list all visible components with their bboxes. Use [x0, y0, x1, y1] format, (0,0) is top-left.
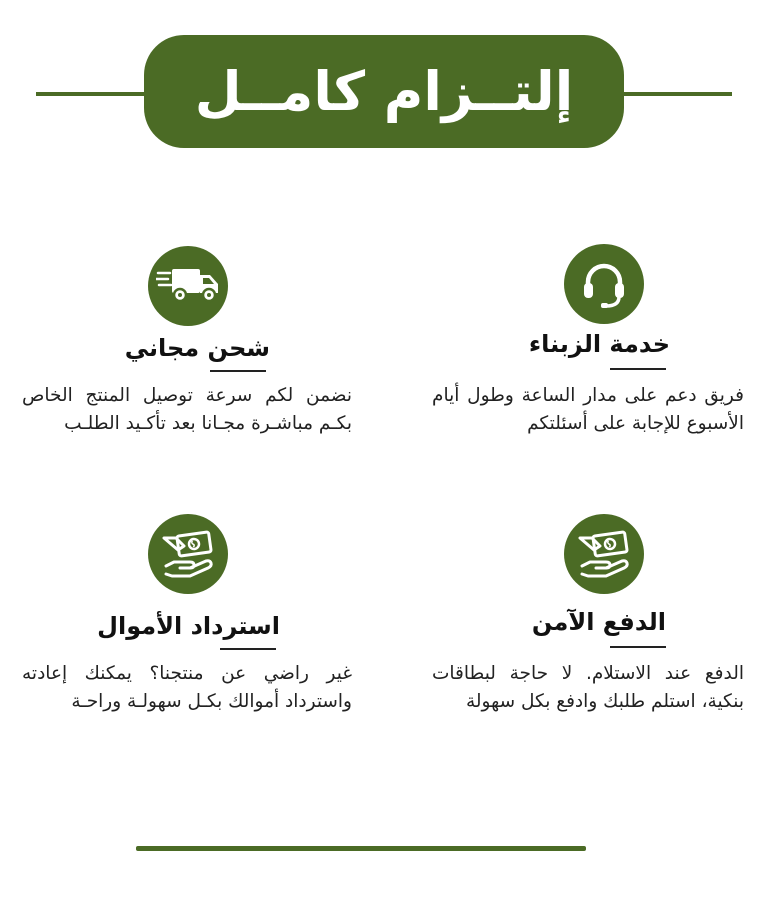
feature-title: الدفع الآمن	[531, 608, 666, 636]
feature-title: خدمة الزبناء	[528, 330, 670, 358]
feature-title: شحن مجاني	[124, 334, 270, 362]
page-title: إلتــزام كامــل	[194, 60, 574, 123]
feature-description: نضمن لكم سرعة توصيل المنتج الخاص بكـم مباشـرة مجـانا بعد تأكـيد الطلـب	[22, 385, 352, 434]
title-underline	[210, 370, 266, 372]
footer-divider	[136, 846, 586, 851]
cash-hand-icon	[564, 514, 644, 594]
title-underline	[610, 646, 666, 648]
header-banner	[144, 35, 624, 148]
title-underline	[220, 648, 276, 650]
feature-title: استرداد الأموال	[97, 612, 280, 640]
cash-hand-icon	[148, 514, 228, 594]
feature-description: فريق دعم على مدار الساعة وطول أيام الأسبوع للإجابة على أسئلتكم	[432, 385, 744, 434]
headset-icon	[564, 244, 644, 324]
feature-description: الدفع عند الاستلام. لا حاجة لبطاقات بنكية، استلم طلبك وادفع بكل سهولة	[432, 663, 744, 712]
feature-description: غير راضي عن منتجنا؟ يمكنك إعادته واسترداد أموالك بكـل سهولـة وراحـة	[22, 663, 352, 712]
header-divider-left	[36, 92, 148, 96]
delivery-truck-icon	[148, 246, 228, 326]
title-underline	[610, 368, 666, 370]
header-divider-right	[620, 92, 732, 96]
